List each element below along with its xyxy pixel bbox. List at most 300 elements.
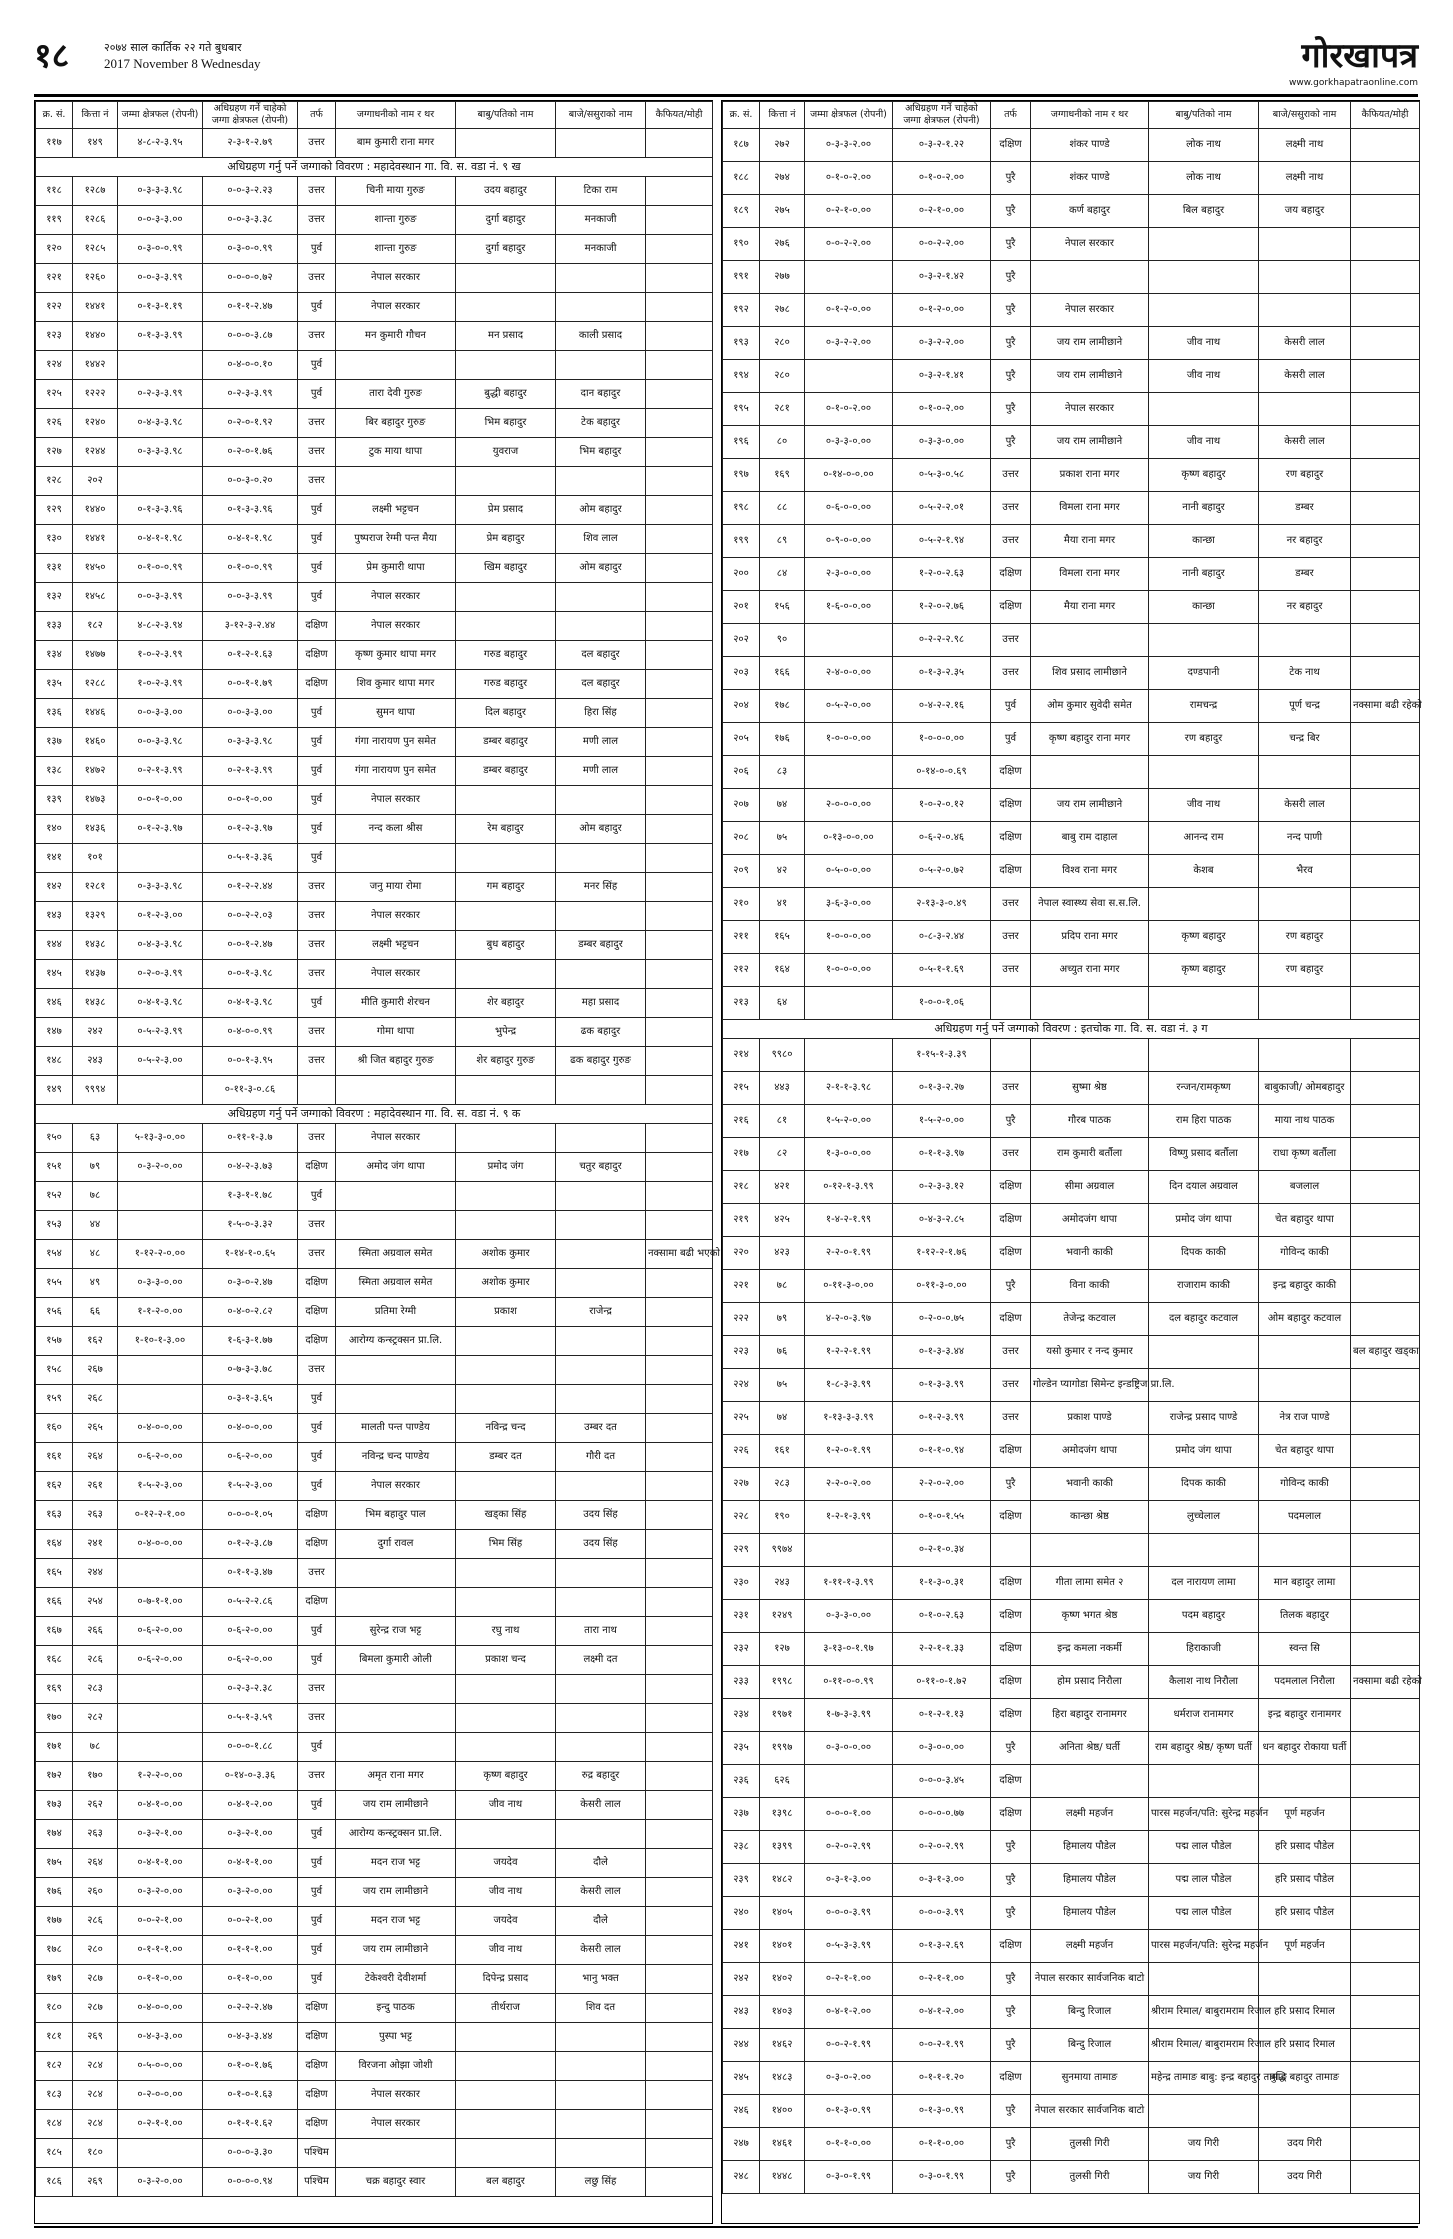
table-cell: ०-१२-१-३.९९: [805, 1171, 893, 1204]
table-row: [36, 1936, 713, 1965]
table-cell: २८४: [73, 2081, 118, 2110]
table-cell: २४१: [73, 1530, 118, 1559]
table-cell: नक्सामा बढी भएको: [646, 1240, 713, 1269]
table-cell: १-०-२-३.९९: [118, 670, 203, 699]
table-cell: टिका राम: [556, 177, 646, 206]
table-cell: [646, 931, 713, 960]
table-cell: शिव प्रसाद लामीछाने: [1031, 657, 1149, 690]
table-cell: १५६: [36, 1298, 73, 1327]
table-cell: उत्तर: [298, 438, 336, 467]
table-cell: ०-५-१-३.५९: [203, 1704, 298, 1733]
table-cell: १८३: [36, 2081, 73, 2110]
table-body: [36, 129, 720, 2197]
table-cell: [646, 1443, 713, 1472]
table-row: [723, 789, 1420, 822]
table-cell: पुरै: [991, 1270, 1031, 1303]
table-cell: [1351, 261, 1420, 294]
table-cell: दक्षिण: [991, 591, 1031, 624]
table-row: [723, 1534, 1420, 1567]
table-cell: हिरा बहादुर रानामगर: [1031, 1699, 1149, 1732]
table-cell: [118, 1385, 203, 1414]
table-cell: [556, 1559, 646, 1588]
table-cell: [646, 2110, 713, 2139]
table-cell: २७८: [760, 294, 805, 327]
table-cell: १३६: [36, 699, 73, 728]
table-cell: ०-०-०-३.३०: [203, 2139, 298, 2168]
table-cell: [456, 1124, 556, 1153]
table-cell: उदय गिरी: [1259, 2128, 1351, 2161]
table-cell: पुरै: [991, 228, 1031, 261]
table-cell: [1259, 888, 1351, 921]
table-cell: ०-०-२-२.००: [893, 228, 991, 261]
table-cell: प्रेम कुमारी थापा: [336, 554, 456, 583]
land-table-right: [722, 101, 1420, 2194]
table-cell: ०-०-३-३.००: [118, 699, 203, 728]
right-table-column: [721, 100, 1420, 2224]
table-cell: [1149, 1765, 1259, 1798]
table-cell: [646, 670, 713, 699]
table-row: [723, 1765, 1420, 1798]
table-cell: पुरै: [991, 2161, 1031, 2194]
table-cell: ०-१-०-०.९९: [118, 554, 203, 583]
table-cell: दुर्गा बहादुर: [456, 206, 556, 235]
table-cell: [646, 264, 713, 293]
table-cell: ओम बहादुर: [556, 496, 646, 525]
table-row: [723, 327, 1420, 360]
table-cell: ०-३-३-३.९८: [118, 438, 203, 467]
table-cell: तुलसी गिरी: [1031, 2161, 1149, 2194]
table-cell: ०-३-३-३.९८: [118, 873, 203, 902]
table-row: [36, 1501, 713, 1530]
table-cell: ०-१-२-२.४४: [203, 873, 298, 902]
table-cell: २१७: [723, 1138, 760, 1171]
table-cell: केसरी लाल: [556, 1936, 646, 1965]
table-cell: १४१: [36, 844, 73, 873]
table-cell: मनर सिंह: [556, 873, 646, 902]
table-cell: कान्छा श्रेष्ठ: [1031, 1501, 1149, 1534]
table-cell: पुरै: [991, 1963, 1031, 1996]
table-cell: अनिता श्रेष्ठ/ घर्ती: [1031, 1732, 1149, 1765]
table-row: [36, 1559, 713, 1588]
table-cell: १९३: [723, 327, 760, 360]
table-row: [36, 757, 713, 786]
table-cell: दक्षिण: [991, 1171, 1031, 1204]
table-cell: केसरी लाल: [1259, 426, 1351, 459]
table-cell: १-१२-२-०.००: [118, 1240, 203, 1269]
table-cell: [1351, 1930, 1420, 1963]
table-cell: जीव नाथ: [456, 1936, 556, 1965]
table-cell: ओम बहादुर: [556, 554, 646, 583]
table-cell: १२८८: [73, 670, 118, 699]
table-cell: अशोक कुमार: [456, 1240, 556, 1269]
column-header: क्र. सं.: [723, 102, 760, 129]
table-cell: उत्तर: [298, 1047, 336, 1076]
table-cell: १४४८: [760, 2161, 805, 2194]
table-cell: [1351, 162, 1420, 195]
table-row: [723, 492, 1420, 525]
table-cell: भिम बहादुर पाल: [336, 1501, 456, 1530]
table-cell: १६५: [36, 1559, 73, 1588]
table-cell: ०-४-१-१.९८: [118, 525, 203, 554]
table-cell: २६३: [73, 1820, 118, 1849]
table-cell: [336, 1704, 456, 1733]
land-table-left: [35, 101, 720, 2197]
table-cell: पुरै: [991, 2128, 1031, 2161]
table-cell: १२४४: [73, 438, 118, 467]
footer-rule: [34, 2226, 1418, 2228]
table-cell: दक्षिण: [298, 670, 336, 699]
table-cell: [456, 2139, 556, 2168]
table-cell: ढक बहादुर: [556, 1018, 646, 1047]
table-cell: ०-१-०-१.७६: [203, 2052, 298, 2081]
table-cell: [1351, 129, 1420, 162]
table-cell: गरुड बहादुर: [456, 641, 556, 670]
table-cell: पुर्व: [298, 351, 336, 380]
table-cell: १५८: [36, 1356, 73, 1385]
table-cell: ८२: [760, 1138, 805, 1171]
table-cell: ०-३-३-०.००: [805, 1600, 893, 1633]
table-cell: नेपाल सरकार: [1031, 228, 1149, 261]
table-cell: [456, 1733, 556, 1762]
table-cell: [646, 1414, 713, 1443]
table-row: [36, 2139, 713, 2168]
table-cell: १९७१: [760, 1699, 805, 1732]
table-cell: [336, 1675, 456, 1704]
table-cell: गोविन्द काकी: [1259, 1237, 1351, 1270]
table-cell: २००: [723, 558, 760, 591]
table-cell: जय बहादुर: [1259, 195, 1351, 228]
table-cell: [646, 1675, 713, 1704]
table-row: [723, 1567, 1420, 1600]
table-cell: [556, 1820, 646, 1849]
table-cell: [1031, 1039, 1149, 1072]
table-cell: २४०: [723, 1897, 760, 1930]
table-cell: ७५: [760, 1369, 805, 1402]
table-cell: १६९: [36, 1675, 73, 1704]
table-cell: दुर्गा रावल: [336, 1530, 456, 1559]
table-cell: दक्षिण: [991, 1204, 1031, 1237]
table-cell: [556, 1588, 646, 1617]
table-cell: [646, 786, 713, 815]
table-cell: [1351, 1633, 1420, 1666]
table-cell: [1351, 459, 1420, 492]
table-row: [723, 1666, 1420, 1699]
table-cell: २३७: [723, 1798, 760, 1831]
table-cell: नानी बहादुर: [1149, 558, 1259, 591]
table-cell: [646, 1907, 713, 1936]
table-cell: नेपाल सरकार: [336, 264, 456, 293]
table-cell: ०-१-२-३.९७: [118, 815, 203, 844]
table-cell: [1351, 393, 1420, 426]
table-row: [723, 1864, 1420, 1897]
table-cell: स्मिता अग्रवाल समेत: [336, 1240, 456, 1269]
table-cell: १-२-०-२.७६: [893, 591, 991, 624]
table-cell: उदय बहादुर: [456, 177, 556, 206]
table-cell: [646, 815, 713, 844]
table-cell: [1259, 624, 1351, 657]
table-cell: १२३: [36, 322, 73, 351]
table-cell: ०-६-२-०.००: [118, 1646, 203, 1675]
table-cell: जय राम लामीछाने: [336, 1936, 456, 1965]
table-cell: २०२: [723, 624, 760, 657]
table-cell: ०-१-०-२.००: [893, 393, 991, 426]
table-cell: १७८: [36, 1936, 73, 1965]
table-cell: १-२-०-१.९९: [805, 1435, 893, 1468]
table-cell: हिराकाजी: [1149, 1633, 1259, 1666]
table-cell: ०-४-१-१.००: [203, 1849, 298, 1878]
table-cell: ११९: [36, 206, 73, 235]
table-cell: १-५-२-०.००: [893, 1105, 991, 1138]
table-cell: १३८: [36, 757, 73, 786]
table-cell: १२९: [36, 496, 73, 525]
table-cell: ०-८-३-२.४४: [893, 921, 991, 954]
table-cell: रन्जन/रामकृष्ण: [1149, 1072, 1259, 1105]
table-cell: पुर्व: [298, 786, 336, 815]
table-cell: [1351, 1468, 1420, 1501]
table-cell: २२६: [723, 1435, 760, 1468]
table-cell: बिमला कुमारी ओली: [336, 1646, 456, 1675]
table-cell: २३५: [723, 1732, 760, 1765]
table-cell: ०-३-१-३.००: [805, 1864, 893, 1897]
table-cell: ०-३-०-२.००: [805, 2062, 893, 2095]
table-cell: [1259, 228, 1351, 261]
table-cell: ०-०-३-३.९९: [118, 264, 203, 293]
table-cell: पुर्व: [298, 235, 336, 264]
table-row: [36, 1733, 713, 1762]
table-cell: [1351, 1600, 1420, 1633]
table-cell: बुध बहादुर: [456, 931, 556, 960]
table-cell: [1149, 261, 1259, 294]
table-cell: [805, 624, 893, 657]
table-cell: २-३-१-२.७९: [203, 129, 298, 158]
table-cell: १६५: [760, 921, 805, 954]
table-cell: उत्तर: [298, 902, 336, 931]
table-cell: १७२: [36, 1762, 73, 1791]
table-cell: पुर्व: [298, 1907, 336, 1936]
table-row: [723, 228, 1420, 261]
table-row: [36, 641, 713, 670]
table-row: [36, 902, 713, 931]
table-cell: प्रकाश पाण्डे: [1031, 1402, 1149, 1435]
table-row: [723, 1897, 1420, 1930]
table-cell: [1149, 1336, 1259, 1369]
table-cell: गौरब पाठक: [1031, 1105, 1149, 1138]
table-cell: नेपाल सरकार: [336, 2110, 456, 2139]
table-row: [36, 1240, 713, 1269]
table-cell: ०-३-२-१.४२: [893, 261, 991, 294]
table-cell: तारा नाथ: [556, 1617, 646, 1646]
table-cell: [1351, 789, 1420, 822]
table-cell: ०-१-१-०.००: [893, 2128, 991, 2161]
table-cell: उत्तर: [298, 1356, 336, 1385]
table-cell: ०-६-२-०.००: [203, 1646, 298, 1675]
table-cell: [456, 1211, 556, 1240]
table-cell: [1259, 1963, 1351, 1996]
table-cell: [1351, 1237, 1420, 1270]
table-cell: ०-४-३-३.००: [118, 2023, 203, 2052]
table-cell: कान्छा: [1149, 591, 1259, 624]
table-cell: जीव नाथ: [1149, 327, 1259, 360]
table-cell: दक्षिण: [298, 2052, 336, 2081]
table-cell: १२५: [36, 380, 73, 409]
table-header-row: [36, 102, 713, 129]
table-cell: [646, 844, 713, 873]
table-cell: दक्षिण: [991, 1798, 1031, 1831]
table-cell: १५७: [36, 1327, 73, 1356]
table-cell: १४०१: [760, 1930, 805, 1963]
table-cell: पुर्व: [298, 844, 336, 873]
table-cell: [118, 1211, 203, 1240]
table-cell: पुर्व: [298, 1849, 336, 1878]
table-cell: दक्षिण: [991, 1303, 1031, 1336]
table-cell: ०-०-१-३.९५: [203, 1047, 298, 1076]
table-cell: २१०: [723, 888, 760, 921]
table-cell: १४५: [36, 960, 73, 989]
table-cell: मदन राज भट्ट: [336, 1907, 456, 1936]
table-cell: १६६: [760, 657, 805, 690]
table-cell: केसरी लाल: [1259, 789, 1351, 822]
table-cell: ०-०-१-१.७९: [203, 670, 298, 699]
table-cell: हरि प्रसाद पौडेल: [1259, 1864, 1351, 1897]
table-body: [723, 129, 1420, 2194]
table-cell: १४४०: [73, 496, 118, 525]
table-cell: टेक नाथ: [1259, 657, 1351, 690]
table-cell: लछु सिंह: [556, 2168, 646, 2197]
table-row: [36, 206, 713, 235]
table-cell: १४५८: [73, 583, 118, 612]
table-row: [723, 2029, 1420, 2062]
table-cell: १-१४-१-०.६५: [203, 1240, 298, 1269]
table-cell: दक्षिण: [298, 2110, 336, 2139]
table-cell: ०-०-०-१.८८: [203, 1733, 298, 1762]
table-cell: महेन्द्र तामाङ बाबु: इन्द्र बहादुर तामाङ: [1149, 2062, 1259, 2095]
table-cell: २१५: [723, 1072, 760, 1105]
table-cell: [646, 1588, 713, 1617]
table-cell: कृष्ण बहादुर राना मगर: [1031, 723, 1149, 756]
table-cell: १३९९: [760, 1831, 805, 1864]
table-cell: ०-३-१-३.६५: [203, 1385, 298, 1414]
table-cell: ४२: [760, 855, 805, 888]
table-cell: शिव दत: [556, 1994, 646, 2023]
table-cell: हिरा सिंह: [556, 699, 646, 728]
table-cell: पुर्व: [991, 690, 1031, 723]
table-cell: [646, 525, 713, 554]
table-row: [36, 1298, 713, 1327]
table-cell: [456, 2023, 556, 2052]
table-cell: दल बहादुर कटवाल: [1149, 1303, 1259, 1336]
table-cell: ९९७४: [760, 1534, 805, 1567]
table-cell: १६०: [36, 1414, 73, 1443]
table-cell: ०-४-३-२.८५: [893, 1204, 991, 1237]
table-cell: जय गिरी: [1149, 2161, 1259, 2194]
table-cell: १८०: [36, 1994, 73, 2023]
table-cell: स्मिता अग्रवाल समेत: [336, 1269, 456, 1298]
table-cell: २४७: [723, 2128, 760, 2161]
table-cell: १८२: [73, 612, 118, 641]
table-cell: १४४२: [73, 351, 118, 380]
table-cell: ०-४-०-०.१०: [203, 351, 298, 380]
column-header: तर्फ: [298, 102, 336, 129]
table-cell: पदम बहादुर: [1149, 1600, 1259, 1633]
table-cell: ०-४-१-२.००: [203, 1791, 298, 1820]
table-cell: टेकेश्वरी देवीशर्मा: [336, 1965, 456, 1994]
table-cell: [456, 1559, 556, 1588]
table-cell: २८१: [760, 393, 805, 426]
table-cell: ०-०-३-३.९९: [118, 583, 203, 612]
table-cell: २३२: [723, 1633, 760, 1666]
table-cell: लक्ष्मी महर्जन: [1031, 1930, 1149, 1963]
table-cell: ४-८-२-३.९५: [118, 129, 203, 158]
table-row: [723, 723, 1420, 756]
table-cell: ०-१-२-३.८७: [203, 1530, 298, 1559]
table-cell: [646, 2081, 713, 2110]
table-cell: २१३: [723, 987, 760, 1020]
table-cell: कृष्ण बहादुर: [1149, 954, 1259, 987]
table-cell: सुरेन्द्र राज भट्ट: [336, 1617, 456, 1646]
table-cell: पुर्व: [298, 1936, 336, 1965]
table-cell: अच्युत राना मगर: [1031, 954, 1149, 987]
table-cell: ०-१-२-१.१३: [893, 1699, 991, 1732]
table-cell: [556, 129, 646, 158]
table-cell: दक्षिण: [298, 1153, 336, 1182]
table-row: [723, 624, 1420, 657]
table-cell: उत्तर: [991, 459, 1031, 492]
table-cell: इन्द्र बहादुर काकी: [1259, 1270, 1351, 1303]
table-cell: १९८: [723, 492, 760, 525]
table-cell: १७८: [760, 690, 805, 723]
table-cell: १-२-०-२.६३: [893, 558, 991, 591]
table-cell: केसरी लाल: [1259, 360, 1351, 393]
table-row: [723, 360, 1420, 393]
table-cell: ०-३-२-१.४१: [893, 360, 991, 393]
table-row: [723, 690, 1420, 723]
table-cell: [646, 235, 713, 264]
table-cell: १-०-०-०.००: [805, 723, 893, 756]
table-row: [36, 351, 713, 380]
table-cell: कर्ण बहादुर: [1031, 195, 1149, 228]
table-row: [723, 921, 1420, 954]
table-cell: पुर्व: [298, 1617, 336, 1646]
table-cell: पद्म लाल पौडेल: [1149, 1864, 1259, 1897]
table-cell: ८१: [760, 1105, 805, 1138]
table-cell: [556, 902, 646, 931]
table-cell: १-१२-२-१.७६: [893, 1237, 991, 1270]
table-cell: १४४०: [73, 322, 118, 351]
table-row: [36, 1762, 713, 1791]
website-url[interactable]: www.gorkhapatraonline.com: [1289, 78, 1418, 88]
table-cell: दक्षिण: [991, 2062, 1031, 2095]
table-cell: १४३६: [73, 815, 118, 844]
table-cell: [118, 1356, 203, 1385]
table-cell: ०-२-२-२.९८: [893, 624, 991, 657]
table-cell: १४४६: [73, 699, 118, 728]
table-cell: १२६: [36, 409, 73, 438]
table-cell: उत्तर: [298, 264, 336, 293]
table-cell: [646, 1820, 713, 1849]
table-cell: १९६: [723, 426, 760, 459]
table-cell: ७८: [760, 1270, 805, 1303]
table-row: [36, 1907, 713, 1936]
table-cell: ०-१-२-१.६३: [203, 641, 298, 670]
table-cell: चतुर बहादुर: [556, 1153, 646, 1182]
table-cell: पुर्व: [298, 1965, 336, 1994]
table-cell: [456, 960, 556, 989]
table-row: [36, 1791, 713, 1820]
table-cell: मनकाजी: [556, 206, 646, 235]
table-cell: ०-४-१-३.९८: [118, 989, 203, 1018]
table-cell: दक्षिण: [991, 1567, 1031, 1600]
table-cell: १६१: [36, 1443, 73, 1472]
